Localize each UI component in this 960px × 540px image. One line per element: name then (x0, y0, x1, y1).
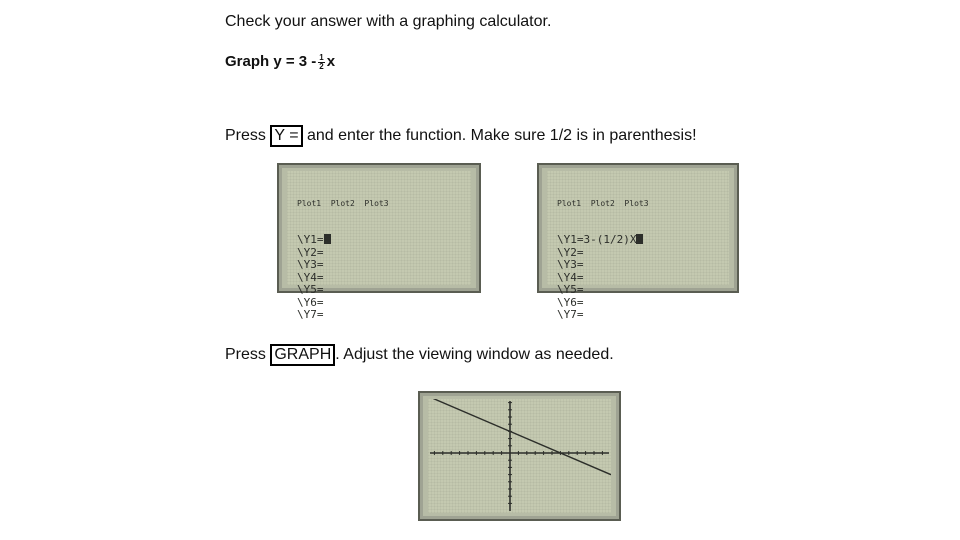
y-row-text: \Y1=3-(1/2)X (557, 233, 637, 246)
plot-row: Plot1 Plot2 Plot3 (297, 199, 389, 208)
y-editor (297, 174, 389, 322)
step-2-instruction (225, 344, 614, 366)
y-equals-key: Y = (270, 125, 302, 147)
y-row-text: \Y5= (557, 283, 584, 296)
step-2-press: Press (225, 346, 266, 363)
y-row-text: \Y3= (297, 258, 324, 271)
graph-key: GRAPH (270, 344, 335, 366)
calculator-screen-empty (277, 163, 481, 321)
lcd-display (428, 399, 611, 513)
y-row-text: \Y4= (557, 270, 584, 284)
intro-text: Check your answer with a graphing calculator. (225, 13, 552, 30)
y-row-text: \Y3= (557, 258, 584, 271)
calculator-screen-entered (537, 163, 739, 321)
calculator-graph-screen (418, 391, 621, 521)
y-row-text: \Y6= (297, 295, 324, 309)
graph-equation (225, 53, 335, 71)
y-row-text: \Y2= (297, 245, 324, 259)
cursor-block (636, 234, 643, 244)
y-row-text: \Y4= (297, 270, 324, 284)
equation-suffix: x (326, 53, 336, 70)
y-row-text: \Y7= (557, 308, 584, 321)
y-row-text: \Y6= (557, 295, 584, 309)
step-1-instruction (225, 125, 697, 147)
plot-row: Plot1 Plot2 Plot3 (557, 199, 649, 208)
function-line (428, 399, 611, 475)
y-editor (557, 174, 649, 322)
step-1-press: Press (225, 127, 266, 144)
fraction-numerator: 1 (319, 52, 324, 62)
graph-plot (428, 399, 611, 513)
fraction-denominator: 2 (319, 61, 324, 71)
step-1-text: and enter the function. Make sure 1/2 is in parenthesis! (306, 127, 697, 144)
y-row-text: \Y7= (297, 308, 324, 321)
lcd-display (287, 171, 471, 321)
one-half-fraction (318, 54, 324, 71)
y-row (297, 309, 389, 322)
y-row-text: \Y1= (297, 233, 324, 246)
equation-prefix: Graph y = 3 - (225, 53, 317, 70)
step-2-text: . Adjust the viewing window as needed. (335, 346, 614, 363)
cursor-block (324, 234, 331, 244)
y-row (557, 309, 649, 322)
y-row-text: \Y5= (297, 283, 324, 296)
lcd-display (547, 171, 729, 321)
y-row-text: \Y2= (557, 245, 584, 259)
